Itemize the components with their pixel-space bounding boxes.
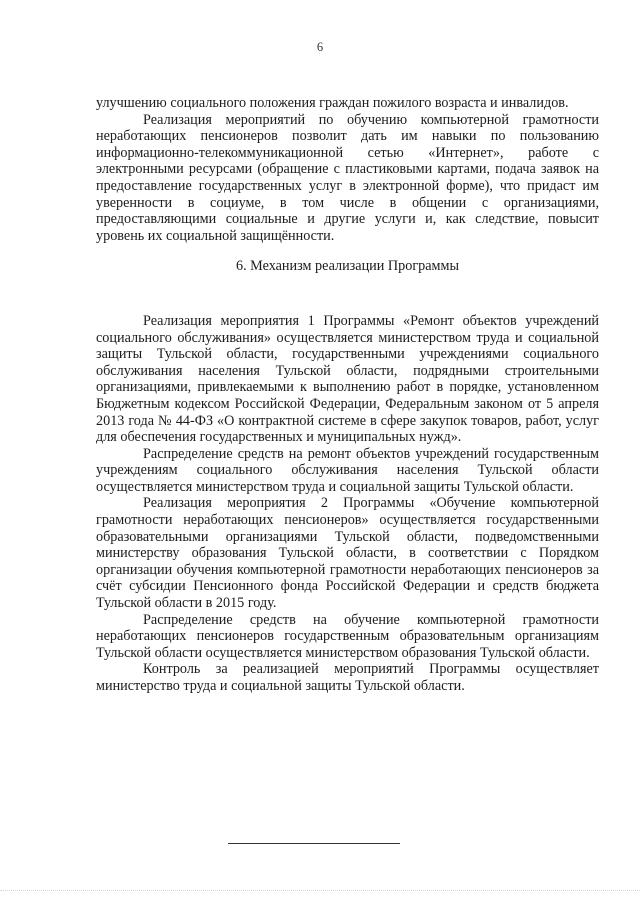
section-heading: 6. Механизм реализации Программы (235, 258, 460, 275)
intro-paragraph-computer-literacy: Реализация мероприятий по обучению компьютерной грамотности неработающих пенсионеров позволит дать им навыки по пользованию информационно-телекоммуникационной сетью «Интернет», работе с электронными ресурсами (обращение с пластиковыми картами, подача заявок на предоставление государственных услуг в электронной форме), что придаст им уверенности в социуме, в том числе в общении с организациями, предоставляющими социальные и другие услуги и, как следствие, повысит уровень их социальной защищённости. (96, 111, 599, 244)
section-paragraph-repair-funds: Распределение средств на ремонт объектов учреждений государственным учреждениям социального обслуживания населения Тульской области осуществляется министерством труда и социальной защиты Тульской области. (96, 445, 599, 495)
section-paragraph-training-funds: Распределение средств на обучение компьютерной грамотности неработающих пенсионеров государственным образовательным организациям Тульской области осуществляется министерством образования Тульской области. (96, 611, 599, 661)
section-paragraph-control: Контроль за реализацией мероприятий Программы осуществляет министерство труда и социальной защиты Тульской области. (96, 661, 599, 694)
section-paragraph-measure-1: Реализация мероприятия 1 Программы «Ремонт объектов учреждений социального обслуживания» осуществляется министерством труда и социальной защиты Тульской области, государственными учреждениями социального обслуживания населения Тульской области, подрядными строительными организациями, привлекаемыми к выполнению работ в порядке, установленном Бюджетным кодексом Российской Федерации, Федеральным законом от 5 апреля 2013 года № 44-ФЗ «О контрактной системе в сфере закупок товаров, работ, услуг для обеспечения государственных и муниципальных нужд». (96, 312, 599, 446)
scan-edge-divider (0, 890, 640, 891)
section-paragraph-measure-2: Реализация мероприятия 2 Программы «Обучение компьютерной грамотности неработающих пенсионеров» осуществляется государственными образовательными организациями Тульской области, подведомственными министерству образования Тульской области, в соответствии с Порядком организации обучения компьютерной грамотности неработающих пенсионеров за счёт субсидии Пенсионного фонда Российской Федерации и средств бюджета Тульской области в 2015 году. (96, 495, 599, 612)
closing-divider (228, 843, 400, 844)
page-number: 6 (316, 40, 324, 54)
intro-paragraph-continued: улучшению социального положения граждан пожилого возраста и инвалидов. (96, 95, 569, 111)
document-body (96, 95, 599, 695)
